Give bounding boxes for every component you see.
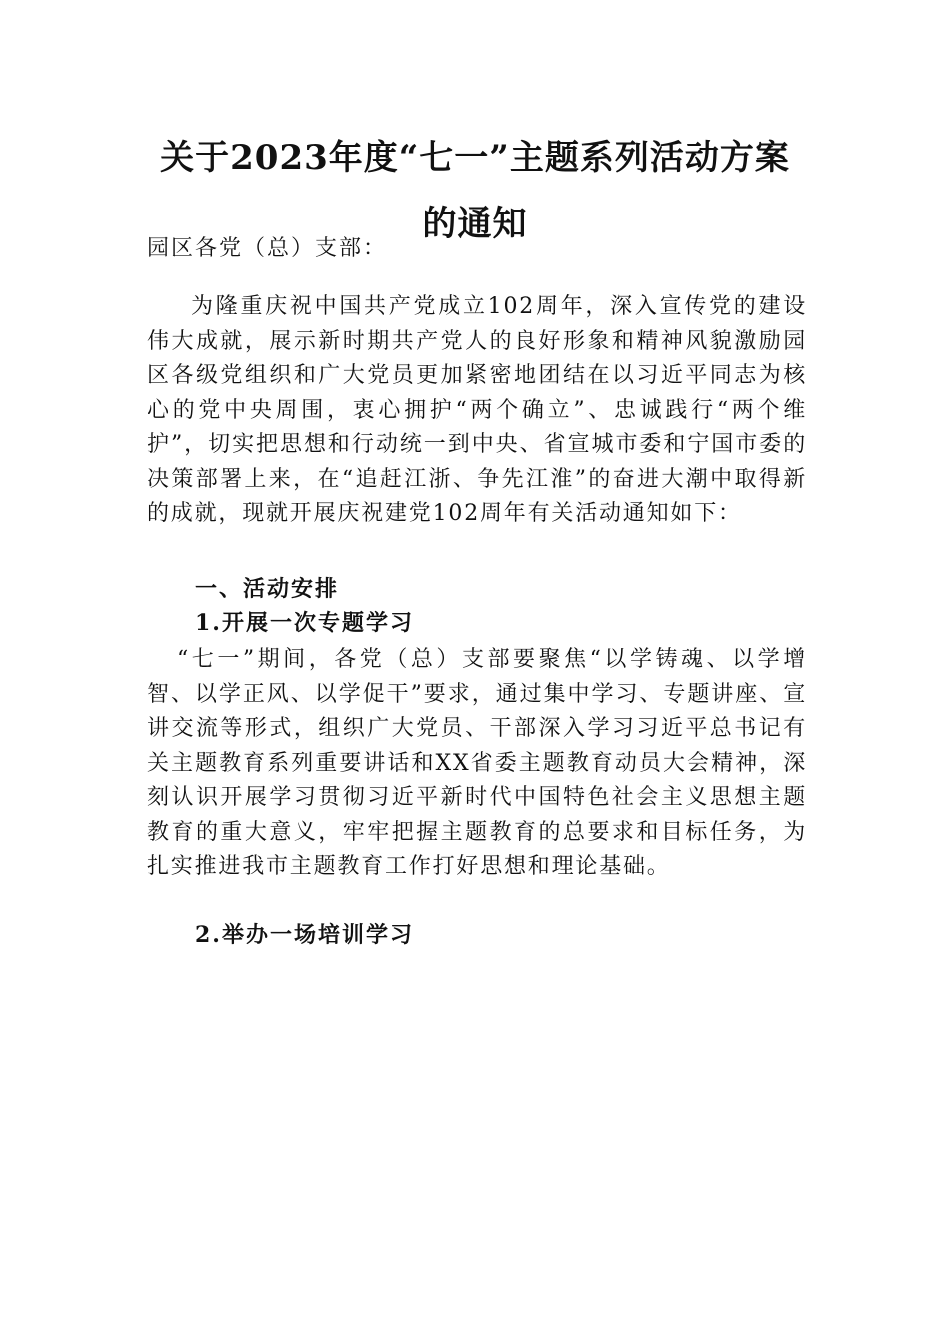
item1-heading: 1.开展一次专题学习 — [195, 610, 414, 636]
item2-heading: 2.举办一场培训学习 — [195, 922, 414, 948]
document-title-line1: 关于2023年度“七一”主题系列活动方案 — [160, 138, 790, 178]
item1-paragraph: “七一”期间，各党（总）支部要聚焦“以学铸魂、以学增智、以学正风、以学促干”要求，通过集中学习、专题讲座、宣讲交流等形式，组织广大党员、干部深入学习习近平总书记有关主题教育系列重要讲话和XX省委主题教育动员大会精神，深刻认识开展学习贯彻习近平新时代中国特色社会主义思想主题教育的重大意义，牢牢把握主题教育的总要求和目标任务，为扎实推进我市主题教育工作打好思想和理论基础。 — [147, 647, 807, 879]
intro-paragraph: 为隆重庆祝中国共产党成立102周年，深入宣传党的建设伟大成就，展示新时期共产党人的良好形象和精神风貌激励园区各级党组织和广大党员更加紧密地团结在以习近平同志为核心的党中央周围，衷心拥护“两个确立”、忠诚践行“两个维护”，切实把思想和行动统一到中央、省宣城市委和宁国市委的决策部署上来，在“追赶江浙、争先江淮”的奋进大潮中取得新的成就，现就开展庆祝建党102周年有关活动通知如下： — [147, 294, 807, 526]
document-title-line2: 的通知 — [422, 204, 528, 244]
section-heading: 一、活动安排 — [195, 576, 340, 602]
salutation: 园区各党（总）支部： — [147, 236, 388, 261]
